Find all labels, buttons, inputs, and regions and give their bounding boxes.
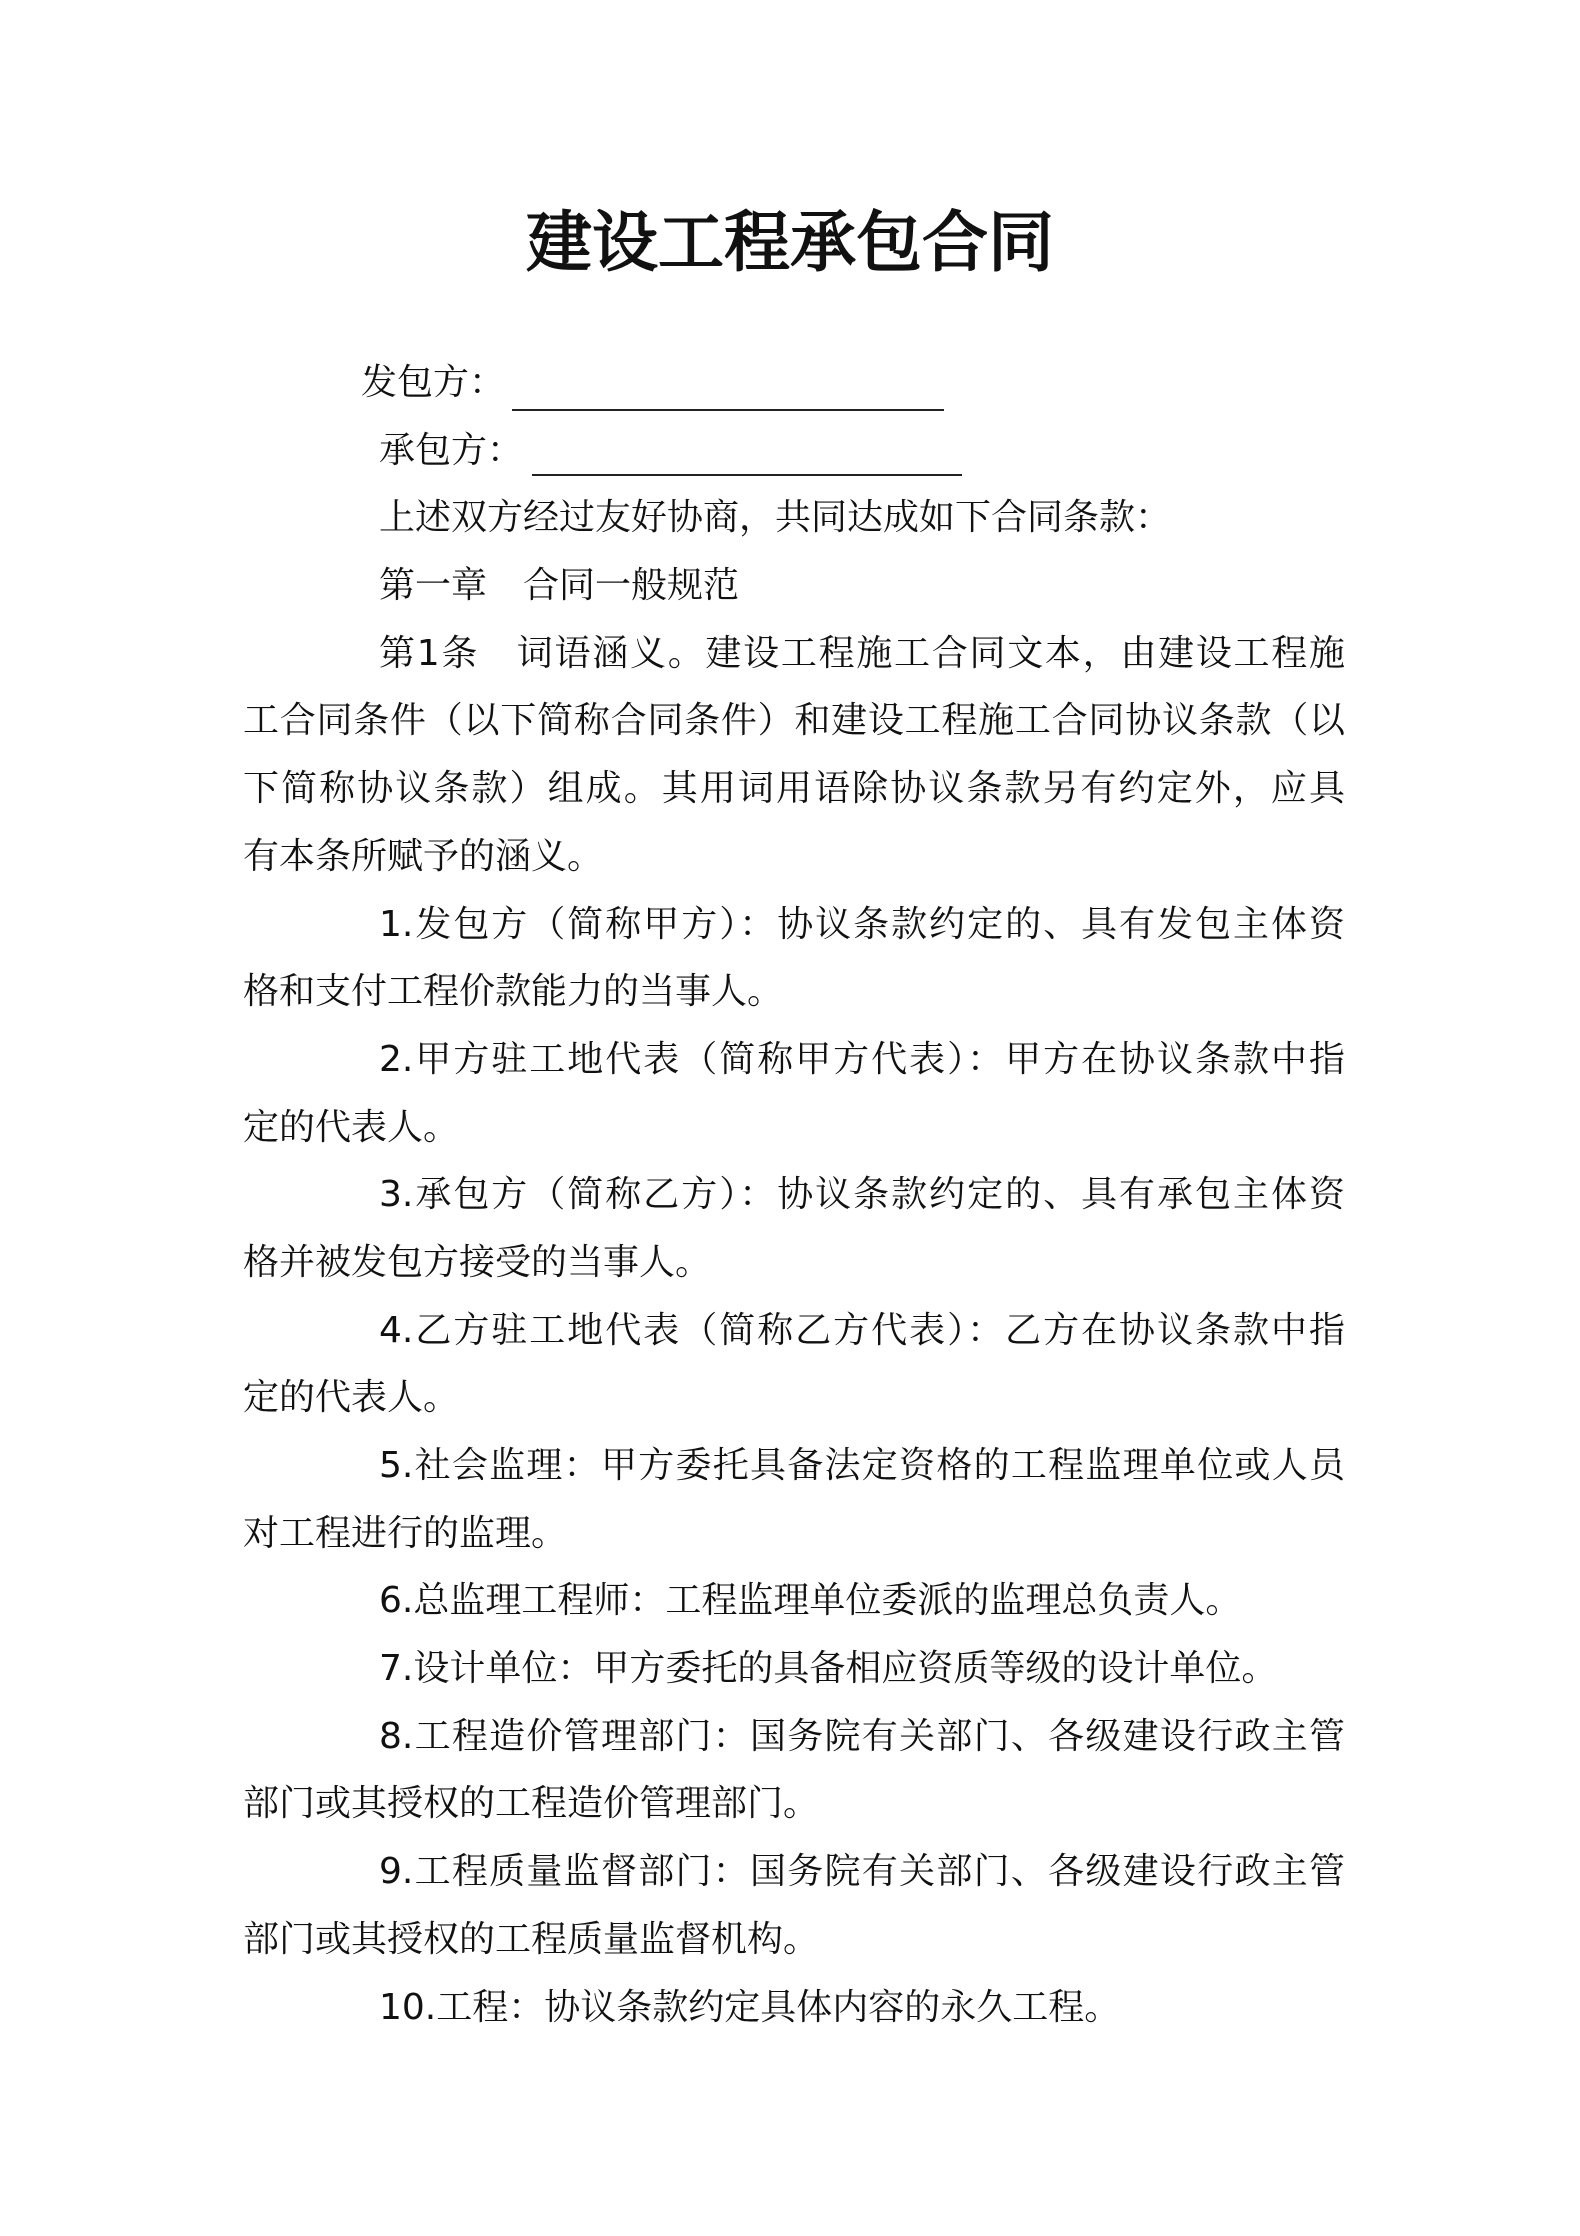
definition-line: 7.设计单位：甲方委托的具备相应资质等级的设计单位。 <box>379 1648 1278 1690</box>
definition-item-5 <box>243 1432 1345 1567</box>
definition-line: 格并被发包方接受的当事人。 <box>243 1241 712 1283</box>
article-1-line: 第1条 词语涵义。建设工程施工合同文本，由建设工程施 <box>379 632 1345 674</box>
definition-item-4 <box>243 1297 1345 1432</box>
definition-line: 定的代表人。 <box>243 1106 460 1148</box>
definition-line: 定的代表人。 <box>243 1377 460 1419</box>
definition-item-3 <box>243 1161 1345 1296</box>
definition-item-10 <box>243 1974 1345 2042</box>
chapter-heading: 第一章 合同一般规范 <box>379 565 740 607</box>
definition-item-9 <box>243 1838 1345 1973</box>
article-1-line: 有本条所赋予的涵义。 <box>243 835 604 877</box>
preamble: 上述双方经过友好协商，共同达成如下合同条款： <box>379 497 1172 539</box>
definition-line: 部门或其授权的工程质量监督机构。 <box>243 1918 820 1960</box>
article-1-line: 工合同条件（以下简称合同条件）和建设工程施工合同协议条款（以 <box>243 700 1345 742</box>
definition-line: 1.发包方（简称甲方）：协议条款约定的、具有发包主体资 <box>379 903 1345 945</box>
definition-line: 部门或其授权的工程造价管理部门。 <box>243 1783 820 1825</box>
article-1-line: 下简称协议条款）组成。其用词用语除协议条款另有约定外，应具 <box>243 768 1345 810</box>
party-b-label: 承包方： <box>379 429 524 471</box>
definition-line: 4.乙方驻工地代表（简称乙方代表）：乙方在协议条款中指 <box>379 1309 1345 1351</box>
definition-line: 3.承包方（简称乙方）：协议条款约定的、具有承包主体资 <box>379 1174 1345 1216</box>
definition-item-6 <box>243 1567 1345 1635</box>
definition-item-8 <box>243 1703 1345 1838</box>
definition-line: 对工程进行的监理。 <box>243 1512 568 1554</box>
definition-item-2 <box>243 1026 1345 1161</box>
definition-line: 10.工程：协议条款约定具体内容的永久工程。 <box>379 1986 1121 2028</box>
document-title: 建设工程承包合同 <box>526 204 1054 281</box>
definition-line: 5.社会监理：甲方委托具备法定资格的工程监理单位或人员 <box>379 1445 1345 1486</box>
document-body <box>243 349 1345 2041</box>
definition-item-1 <box>243 891 1345 1026</box>
definition-line: 8.工程造价管理部门：国务院有关部门、各级建设行政主管 <box>379 1715 1345 1757</box>
party-a-label: 发包方： <box>361 362 506 403</box>
definition-line: 6.总监理工程师：工程监理单位委派的监理总负责人。 <box>379 1580 1242 1622</box>
article-1 <box>243 620 1345 891</box>
definition-line: 格和支付工程价款能力的当事人。 <box>243 971 784 1013</box>
definition-line: 2.甲方驻工地代表（简称甲方代表）：甲方在协议条款中指 <box>379 1038 1345 1080</box>
definition-item-7 <box>243 1635 1345 1703</box>
definition-line: 9.工程质量监督部门：国务院有关部门、各级建设行政主管 <box>379 1851 1345 1893</box>
